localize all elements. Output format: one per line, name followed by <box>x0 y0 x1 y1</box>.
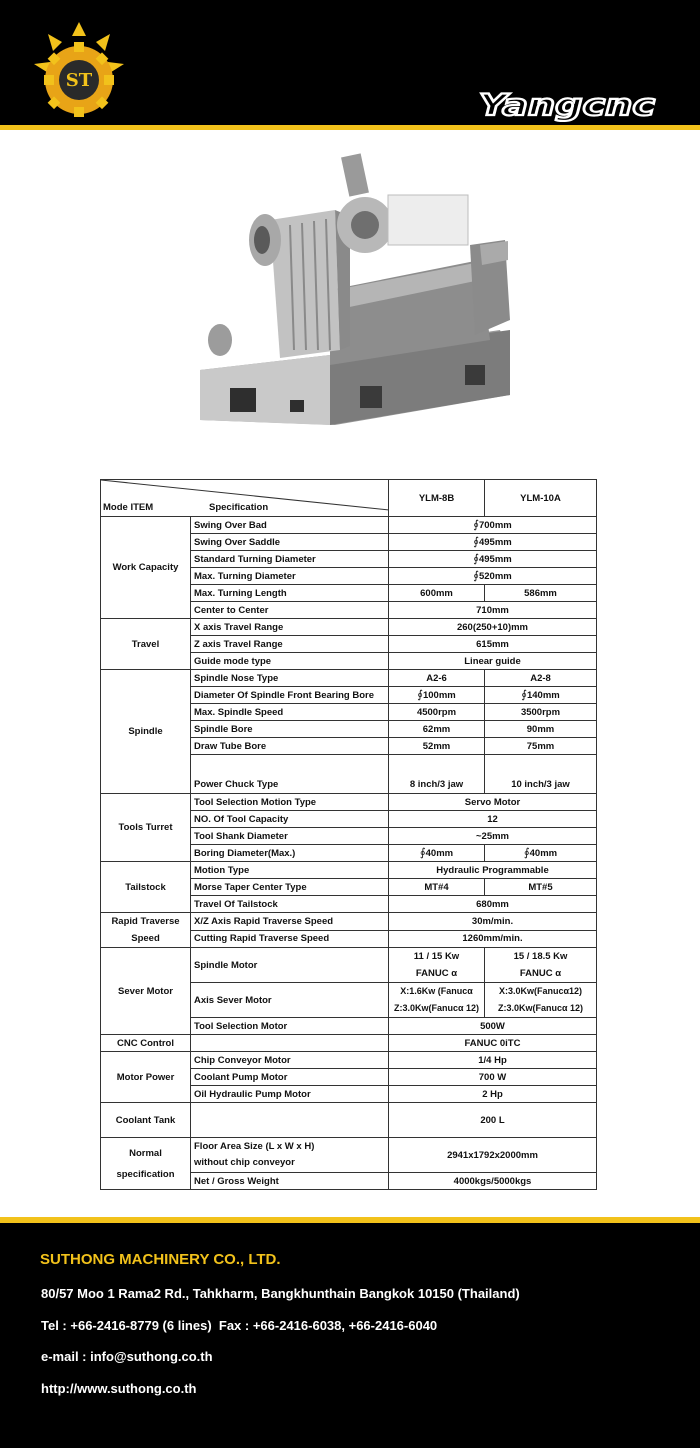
company-email[interactable]: e-mail : info@suthong.co.th <box>41 1349 213 1364</box>
spec-value-b: X:3.0Kw(Fanucα12) Z:3.0Kw(Fanucα 12) <box>485 983 597 1018</box>
spec-label: Swing Over Bad <box>191 517 389 534</box>
spec-value: 500W <box>389 1018 597 1035</box>
header-stripe <box>0 125 700 130</box>
spec-value: Linear guide <box>389 653 597 670</box>
spec-label: Tool Shank Diameter <box>191 828 389 845</box>
spec-value-a: 8 inch/3 jaw <box>389 755 485 794</box>
mode-header-cell <box>101 480 389 517</box>
spec-label: Oil Hydraulic Pump Motor <box>191 1086 389 1103</box>
page-header <box>0 0 700 125</box>
category-coolant-tank: Coolant Tank <box>101 1103 191 1138</box>
spec-value-b: 15 / 18.5 Kw FANUC α <box>485 948 597 983</box>
spec-value-a: MT#4 <box>389 879 485 896</box>
page-footer <box>0 1223 700 1448</box>
spec-value: ~25mm <box>389 828 597 845</box>
spec-value: Servo Motor <box>389 794 597 811</box>
spec-value-b: 10 inch/3 jaw <box>485 755 597 794</box>
spec-value-b: 586mm <box>485 585 597 602</box>
diameter-icon: ∮ <box>473 569 479 582</box>
spec-value: 1260mm/min. <box>389 930 597 948</box>
category-travel: Travel <box>101 619 191 670</box>
diameter-icon: ∮ <box>473 552 479 565</box>
spec-value: 2 Hp <box>389 1086 597 1103</box>
diameter-icon: ∮ <box>521 688 527 701</box>
spec-label: Spindle Motor <box>191 948 389 983</box>
spec-value-a: ∮100mm <box>389 687 485 704</box>
table-row <box>101 670 597 687</box>
category-sever-motor: Sever Motor <box>101 948 191 1035</box>
spec-value: 260(250+10)mm <box>389 619 597 636</box>
spec-label: Power Chuck Type <box>191 755 389 794</box>
spec-value-b: ∮40mm <box>485 845 597 862</box>
spec-label: Travel Of Tailstock <box>191 896 389 913</box>
spec-value: ∮520mm <box>389 568 597 585</box>
spec-label: Diameter Of Spindle Front Bearing Bore <box>191 687 389 704</box>
table-row <box>101 862 597 879</box>
spec-label: Spindle Bore <box>191 721 389 738</box>
table-row <box>101 794 597 811</box>
spec-label: Swing Over Saddle <box>191 534 389 551</box>
category-rapid-traverse: Rapid Traverse Speed <box>101 913 191 948</box>
category-spindle: Spindle <box>101 670 191 794</box>
spec-label: Net / Gross Weight <box>191 1173 389 1190</box>
spec-value: 4000kgs/5000kgs <box>389 1173 597 1190</box>
spec-value: 1/4 Hp <box>389 1052 597 1069</box>
svg-text:ST: ST <box>65 70 93 91</box>
category-cnc-control: CNC Control <box>101 1035 191 1052</box>
spec-label: Center to Center <box>191 602 389 619</box>
spec-value-b: A2-8 <box>485 670 597 687</box>
spec-label <box>191 1103 389 1138</box>
cnc-lathe-image <box>190 150 525 440</box>
spec-value: 615mm <box>389 636 597 653</box>
spec-label: Draw Tube Bore <box>191 738 389 755</box>
spec-value: 12 <box>389 811 597 828</box>
spec-value: 710mm <box>389 602 597 619</box>
spec-value: 200 L <box>389 1103 597 1138</box>
category-work-capacity: Work Capacity <box>101 517 191 619</box>
spec-value: 30m/min. <box>389 913 597 931</box>
brand-logo <box>475 86 660 122</box>
spec-value-b: MT#5 <box>485 879 597 896</box>
spec-label: Spindle Nose Type <box>191 670 389 687</box>
spec-value-a: A2-6 <box>389 670 485 687</box>
spec-label: Max. Turning Length <box>191 585 389 602</box>
svg-text:Yangcnc: Yangcnc <box>479 88 655 122</box>
spec-value: ∮495mm <box>389 534 597 551</box>
spec-table <box>100 479 597 1190</box>
spec-label: Max. Turning Diameter <box>191 568 389 585</box>
spec-label: Tool Selection Motor <box>191 1018 389 1035</box>
spec-value: FANUC 0iTC <box>389 1035 597 1052</box>
table-header-row <box>101 480 597 517</box>
spec-value-a: ∮40mm <box>389 845 485 862</box>
category-normal-specification: Normal specification <box>101 1138 191 1190</box>
diameter-icon: ∮ <box>473 535 479 548</box>
spec-value-a: 11 / 15 Kw FANUC α <box>389 948 485 983</box>
table-row <box>101 948 597 983</box>
diameter-icon: ∮ <box>523 846 530 859</box>
model-header-b: YLM-10A <box>485 480 597 517</box>
model-header-a: YLM-8B <box>389 480 485 517</box>
company-address: 80/57 Moo 1 Rama2 Rd., Tahkharm, Bangkhunthain Bangkok 10150 (Thailand) <box>41 1286 520 1301</box>
table-row <box>101 1103 597 1138</box>
spec-label: Z axis Travel Range <box>191 636 389 653</box>
spec-value-b: 75mm <box>485 738 597 755</box>
spec-label: Guide mode type <box>191 653 389 670</box>
mode-item-label: Mode ITEM <box>103 502 154 513</box>
spec-value-a: 4500rpm <box>389 704 485 721</box>
table-row <box>101 619 597 636</box>
specification-label: Specification <box>209 502 269 513</box>
spec-label: Motion Type <box>191 862 389 879</box>
spec-value-a: 62mm <box>389 721 485 738</box>
spec-value-a: 52mm <box>389 738 485 755</box>
spec-label: Chip Conveyor Motor <box>191 1052 389 1069</box>
spec-label: Max. Spindle Speed <box>191 704 389 721</box>
spec-value: 680mm <box>389 896 597 913</box>
spec-value: 2941x1792x2000mm <box>389 1138 597 1173</box>
spec-label: X/Z Axis Rapid Traverse Speed <box>191 913 389 931</box>
company-phone-fax: Tel : +66-2416-8779 (6 lines) Fax : +66-2416-6038, +66-2416-6040 <box>41 1318 438 1333</box>
spec-label: Standard Turning Diameter <box>191 551 389 568</box>
company-name: SUTHONG MACHINERY CO., LTD. <box>40 1251 281 1268</box>
table-row <box>101 913 597 931</box>
spec-value-b: 90mm <box>485 721 597 738</box>
category-motor-power: Motor Power <box>101 1052 191 1103</box>
table-row <box>101 1138 597 1173</box>
spec-label: Floor Area Size (L x W x H) without chip conveyor <box>191 1138 389 1173</box>
spec-value: ∮700mm <box>389 517 597 534</box>
company-website[interactable]: http://www.suthong.co.th <box>41 1381 197 1396</box>
table-row <box>101 517 597 534</box>
spec-value-a: 600mm <box>389 585 485 602</box>
spec-label <box>191 1035 389 1052</box>
spec-value-a: X:1.6Kw (Fanucα Z:3.0Kw(Fanucα 12) <box>389 983 485 1018</box>
spec-label: Boring Diameter(Max.) <box>191 845 389 862</box>
table-row <box>101 1052 597 1069</box>
spec-value-b: 3500rpm <box>485 704 597 721</box>
spec-label: Coolant Pump Motor <box>191 1069 389 1086</box>
spec-label: Morse Taper Center Type <box>191 879 389 896</box>
table-row <box>101 1035 597 1052</box>
diameter-icon: ∮ <box>419 846 426 859</box>
diameter-icon: ∮ <box>417 688 423 701</box>
spec-value: 700 W <box>389 1069 597 1086</box>
company-logo <box>26 14 132 120</box>
spec-label: NO. Of Tool Capacity <box>191 811 389 828</box>
spec-value: ∮495mm <box>389 551 597 568</box>
spec-label: Axis Sever Motor <box>191 983 389 1018</box>
spec-value-b: ∮140mm <box>485 687 597 704</box>
diameter-icon: ∮ <box>473 518 479 531</box>
spec-label: X axis Travel Range <box>191 619 389 636</box>
category-tools-turret: Tools Turret <box>101 794 191 862</box>
spec-label: Cutting Rapid Traverse Speed <box>191 930 389 948</box>
category-tailstock: Tailstock <box>101 862 191 913</box>
spec-label: Tool Selection Motion Type <box>191 794 389 811</box>
spec-value: Hydraulic Programmable <box>389 862 597 879</box>
